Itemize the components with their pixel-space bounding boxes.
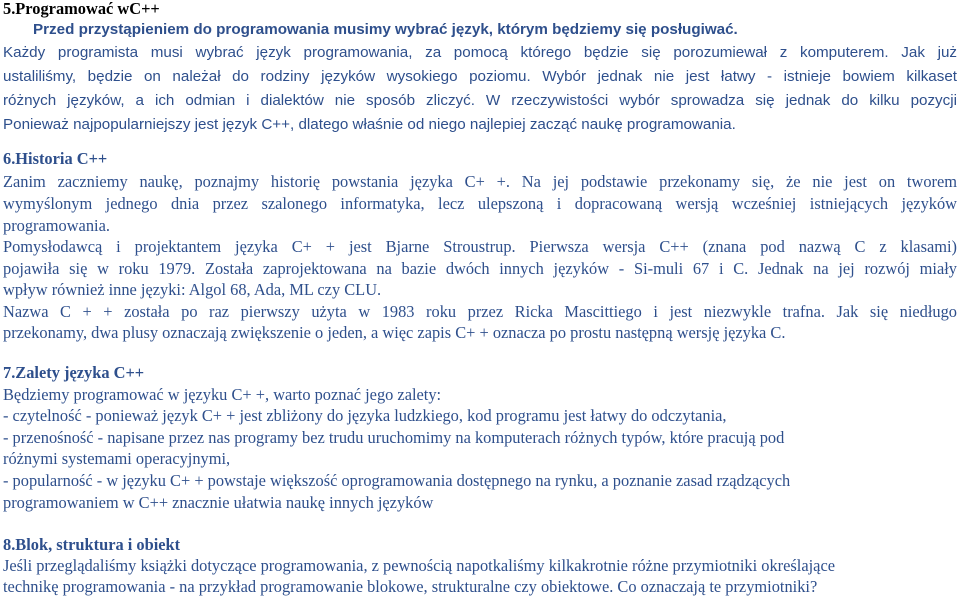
section-8-heading: 8.Blok, struktura i obiekt	[3, 535, 181, 554]
section-6-line-5: pojawiła się w roku 1979. Została zaprojektowana na bazie dwóch innych języków - Si-muli 67 i C. Jednak na jej rozwój miały	[3, 259, 957, 278]
section-8-line-2: technikę programowania - na przykład programowanie blokowe, strukturalne czy obiektowe. Co oznaczają te przymiotniki?	[3, 577, 818, 596]
section-7-line-1: Będziemy programować w języku C+ +, warto poznać jego zalety:	[3, 385, 442, 404]
section-7-heading: 7.Zalety języka C++	[3, 363, 145, 382]
section-6-heading: 6.Historia C++	[3, 149, 108, 168]
section-7-line-3: - przenośność - napisane przez nas programy bez trudu uruchomimy na komputerach różnych typów, które pracują pod	[3, 428, 785, 447]
section-5-line-4: Ponieważ najpopularniejszy jest język C++, dlatego właśnie od niego najlepiej zacząć naukę programowania.	[3, 116, 736, 133]
section-6-line-6: wpływ również inne języki: Algol 68, Ada, ML czy CLU.	[3, 280, 382, 299]
section-5-line-1: Każdy programista musi wybrać język programowania, za pomocą którego będzie się porozumiewał z komputerem. Jak już	[3, 44, 957, 61]
section-5-subheading: Przed przystąpieniem do programowania musimy wybrać język, którym będziemy się posługiwać.	[33, 21, 738, 38]
section-7-line-6: programowaniem w C++ znacznie ułatwia naukę innych języków	[3, 493, 434, 512]
section-6-line-1: Zanim zaczniemy naukę, poznajmy historię powstania języka C+ +. Na jej podstawie przekonamy się, że nie jest on tworem	[3, 172, 957, 191]
section-8-line-1: Jeśli przeglądaliśmy książki dotyczące programowania, z pewnością napotkaliśmy kilkakrotnie różne przymiotniki określające	[3, 556, 835, 575]
section-6-line-2: wymyślonym jednego dnia przez szalonego informatyka, lecz ulepszoną i dopracowaną wersją wcześniej istniejących języków	[3, 194, 957, 213]
section-7-line-4: różnymi systemami operacyjnymi,	[3, 449, 231, 468]
section-6-line-3: programowania.	[3, 216, 110, 235]
section-5-heading: 5.Programować wC++	[3, 0, 160, 18]
section-6-line-4: Pomysłodawcą i projektantem języka C+ + jest Bjarne Stroustrup. Pierwsza wersja C++ (znana pod nazwą C z klasami)	[3, 237, 957, 256]
section-6-line-8: przekonamy, dwa plusy oznaczają zwiększenie o jeden, a więc zapis C+ + oznacza po prostu następną wersję języka C.	[3, 323, 786, 342]
section-5-line-3: różnych języków, a ich odmian i dialektów nie sposób zliczyć. W rzeczywistości wybór sprowadza się jednak do kilku pozycji	[3, 92, 957, 109]
section-6-line-7: Nazwa C + + została po raz pierwszy użyta w 1983 roku przez Ricka Mascittiego i jest niezwykle trafna. Jak się niedługo	[3, 302, 957, 321]
section-5-line-2: ustaliliśmy, będzie on należał do rodziny języków wysokiego poziomu. Wybór jednak nie jest łatwy - istnieje bowiem kilkaset	[3, 68, 957, 85]
section-7-line-2: - czytelność - ponieważ język C+ + jest zbliżony do języka ludzkiego, kod programu jest łatwy do odczytania,	[3, 406, 727, 425]
section-7-line-5: - popularność - w języku C+ + powstaje większość oprogramowania dostępnego na rynku, a poznanie zasad rządzących	[3, 471, 791, 490]
